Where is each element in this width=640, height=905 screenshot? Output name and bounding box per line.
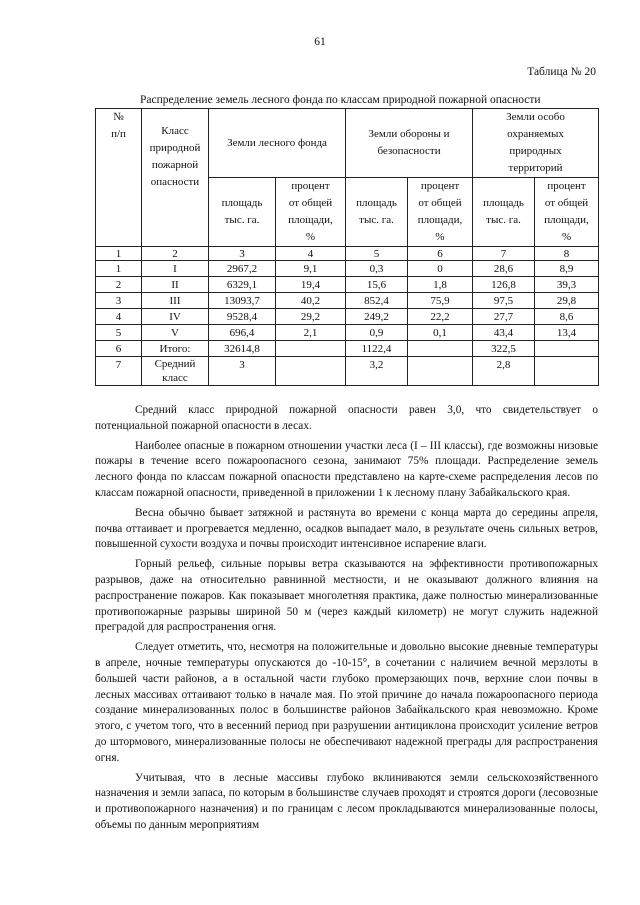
table-row-total (96, 341, 599, 357)
table-cell: 1 (96, 261, 142, 277)
table-cell: 7 (96, 357, 142, 386)
table-cell: 696,4 (209, 325, 276, 341)
paragraph: Средний класс природной пожарной опасности равен 3,0, что свидетельствует о потенциальной пожарной опасности в лесах. (95, 404, 598, 432)
table-cell: 1122,4 (346, 341, 408, 357)
table-cell: 5 (96, 325, 142, 341)
table-cell: 3 (209, 247, 276, 261)
subheader-area: площадь тыс. га. (209, 178, 276, 247)
paragraph: Весна обычно бывает затяжной и растянута во времени с конца марта до середины апреля, почва оттаивает и прогревается медленно, осадков выпадает мало, в результате очень сильных ветров, повышенной сухости воздуха и почвы происходит интенсивное испарение влаги. (95, 506, 598, 551)
subheader-percent: процент от общей площади, % (408, 178, 473, 247)
table-cell: 2,1 (276, 325, 346, 341)
subheader-percent: процент от общей площади, % (276, 178, 346, 247)
table-cell: 5 (346, 247, 408, 261)
table-cell: 0,1 (408, 325, 473, 341)
table-row (96, 293, 599, 309)
table-cell: IV (142, 309, 209, 325)
table-cell: 32614,8 (209, 341, 276, 357)
table-row (96, 261, 599, 277)
paragraph: Наиболее опасные в пожарном отношении участки леса (I – III классы), где возможны низовые пожары в течение всего пожароопасного сезона, занимают 75% площади. Распределение земель лесного фонда по классам пожарной опасности представлено на карте-схеме распределения лесов по классам пожарной опасности, приведенной в приложении 1 к лесному плану Забайкальского края. (95, 439, 598, 499)
table-cell: 3,2 (346, 357, 408, 386)
table-cell: 22,2 (408, 309, 473, 325)
table-cell: 852,4 (346, 293, 408, 309)
subheader-area: площадь тыс. га. (346, 178, 408, 247)
table-cell: 9528,4 (209, 309, 276, 325)
table-cell: 8,6 (535, 309, 599, 325)
header-class: Класс природной пожарной опасности (142, 109, 209, 247)
table-cell: 19,4 (276, 277, 346, 293)
column-index-row (96, 247, 599, 261)
table-cell (408, 357, 473, 386)
header-protected: Земли особо охраняемых природных территорий (473, 109, 599, 178)
table-cell: 8 (535, 247, 599, 261)
header-forest: Земли лесного фонда (209, 109, 346, 178)
paragraph: Учитывая, что в лесные массивы глубоко вклиниваются земли сельскохозяйственного назначения и земли запаса, по которым в большинстве случаев проходят и строятся дороги (лесовозные и противопожарного назначения) и по границам с лесом прокладываются минерализованные полосы, объемы по данным мероприятиям (95, 771, 598, 831)
table-label: Таблица № 20 (527, 66, 596, 78)
header-defense: Земли обороны и безопасности (346, 109, 473, 178)
page-number: 61 (314, 36, 326, 48)
table-cell: 2 (96, 277, 142, 293)
table-row (96, 309, 599, 325)
table-cell: Средний класс (142, 357, 209, 386)
table-cell: 8,9 (535, 261, 599, 277)
header-num: № п/п (96, 109, 142, 247)
table-cell: 1 (96, 247, 142, 261)
table-cell: 2967,2 (209, 261, 276, 277)
table-cell: 126,8 (473, 277, 535, 293)
table-cell: 15,6 (346, 277, 408, 293)
table-cell: 43,4 (473, 325, 535, 341)
table-cell: Итого: (142, 341, 209, 357)
body-text (95, 403, 598, 838)
table-cell: 75,9 (408, 293, 473, 309)
table-cell (276, 341, 346, 357)
paragraph: Следует отметить, что, несмотря на положительные и довольно высокие дневные температуры в апреле, ночные температуры опускаются до -10-15°, в сочетании с наличием вечной мерзлоты в большей части районов, а в остальной части глубоко промерзающих почв, верхние слои почвы в лесных массивах оттаивают только в начале мая. По этой причине до начала пожароопасного периода создание минерализованных полос в большинстве районов Забайкальского края невозможно. Кроме этого, с учетом того, что в весенний период при разрушении антициклона происходит усиление ветров до штормового, минерализованные полосы не обеспечивают надежной преграды для распространения огня. (95, 641, 598, 764)
table-cell: 6 (408, 247, 473, 261)
table-cell: 4 (96, 309, 142, 325)
table-cell (535, 357, 599, 386)
table-cell: 39,3 (535, 277, 599, 293)
table-cell: 6329,1 (209, 277, 276, 293)
table-cell: 249,2 (346, 309, 408, 325)
table-cell: 0 (408, 261, 473, 277)
table-cell: V (142, 325, 209, 341)
subheader-area: площадь тыс. га. (473, 178, 535, 247)
table-cell: 40,2 (276, 293, 346, 309)
table-cell: 28,6 (473, 261, 535, 277)
table-cell: 3 (96, 293, 142, 309)
table-cell: 13,4 (535, 325, 599, 341)
table-row-average (96, 357, 599, 386)
table-cell: 2,8 (473, 357, 535, 386)
table-cell: 4 (276, 247, 346, 261)
table-header-row (96, 109, 599, 178)
table-row (96, 277, 599, 293)
table-cell: 27,7 (473, 309, 535, 325)
table-cell (276, 357, 346, 386)
table-cell: 7 (473, 247, 535, 261)
paragraph: Горный рельеф, сильные порывы ветра сказываются на эффективности противопожарных разрывов, даже на относительно равнинной местности, и не оказывают должного влияния на распространение пожаров. Как показывает многолетняя практика, даже полностью минерализованные противопожарные разрывы шириной 50 м (через каждый километр) не могут служить надежной преградой для распространения огня. (95, 558, 598, 634)
fire-danger-table (95, 108, 599, 386)
table-cell: 6 (96, 341, 142, 357)
table-cell: 97,5 (473, 293, 535, 309)
table-cell: I (142, 261, 209, 277)
table-cell: 322,5 (473, 341, 535, 357)
table-cell: 0,3 (346, 261, 408, 277)
table-cell: II (142, 277, 209, 293)
table-row (96, 325, 599, 341)
table-cell: 13093,7 (209, 293, 276, 309)
table-cell: 0,9 (346, 325, 408, 341)
table-cell: 9,1 (276, 261, 346, 277)
table-cell: III (142, 293, 209, 309)
subheader-percent: процент от общей площади, % (535, 178, 599, 247)
table-cell: 29,2 (276, 309, 346, 325)
table-cell (408, 341, 473, 357)
table-cell: 1,8 (408, 277, 473, 293)
table-cell (535, 341, 599, 357)
table-cell: 2 (142, 247, 209, 261)
table-caption: Распределение земель лесного фонда по классам природной пожарной опасности (140, 94, 541, 106)
table-cell: 29,8 (535, 293, 599, 309)
table-cell: 3 (209, 357, 276, 386)
